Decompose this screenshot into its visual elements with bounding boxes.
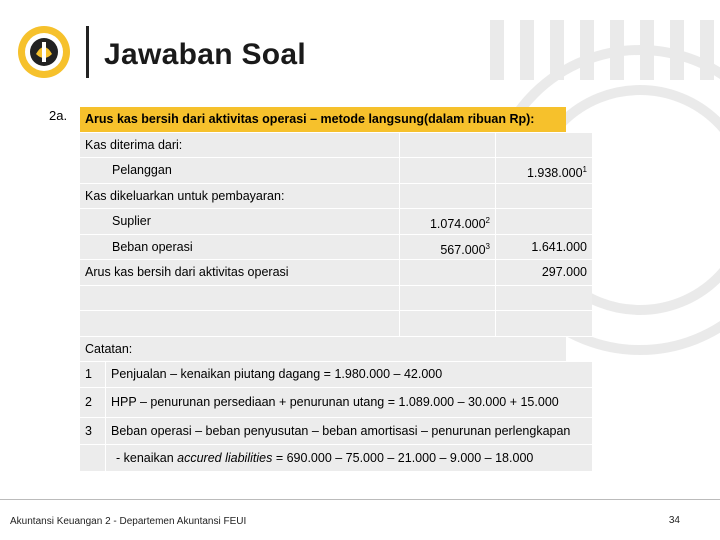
note-text: Penjualan – kenaikan piutang dagang = 1.980.000 – 42.000 bbox=[106, 362, 592, 387]
received-label: Kas diterima dari: bbox=[80, 133, 400, 158]
note-text: Beban operasi – beban penyusutan – beban amortisasi – penurunan perlengkapan bbox=[106, 418, 592, 444]
note-row bbox=[80, 418, 592, 445]
table-row bbox=[80, 311, 592, 337]
table-row bbox=[80, 286, 592, 312]
note-number: 2 bbox=[80, 388, 106, 417]
title-divider bbox=[86, 26, 89, 78]
opex-value-cell bbox=[400, 235, 496, 260]
notes-heading: Catatan: bbox=[80, 337, 566, 362]
note-number: 1 bbox=[80, 362, 106, 387]
university-logo bbox=[16, 24, 72, 80]
table-row bbox=[80, 235, 592, 261]
paid-label: Kas dikeluarkan untuk pembayaran: bbox=[80, 184, 400, 209]
suppliers-value-cell bbox=[400, 209, 496, 234]
note-row bbox=[80, 362, 592, 388]
table-row bbox=[80, 209, 592, 235]
opex-note: 3 bbox=[485, 241, 490, 251]
cash-flow-table bbox=[80, 107, 592, 472]
table-row bbox=[80, 133, 592, 159]
note-continuation-italic: accured liabilities bbox=[177, 450, 273, 465]
table-header-row bbox=[80, 107, 592, 133]
total-paid-value: 1.641.000 bbox=[496, 235, 592, 260]
footer-text: Akuntansi Keuangan 2 - Departemen Akuntansi FEUI bbox=[10, 516, 247, 527]
customers-value: 1.938.000 bbox=[526, 166, 583, 181]
net-label: Arus kas bersih dari aktivitas operasi bbox=[80, 260, 400, 285]
opex-label: Beban operasi bbox=[80, 235, 400, 260]
note-continuation-suffix: = 690.000 – 75.000 – 21.000 – 9.000 – 18.000 bbox=[272, 450, 534, 465]
note-continuation bbox=[106, 445, 592, 471]
suppliers-note: 2 bbox=[485, 216, 490, 225]
table-row bbox=[80, 158, 592, 184]
note-continuation-prefix: - kenaikan bbox=[116, 450, 178, 465]
customers-note: 1 bbox=[582, 165, 587, 174]
suppliers-label: Suplier bbox=[80, 209, 400, 234]
footer-divider bbox=[0, 499, 720, 500]
table-row bbox=[80, 184, 592, 210]
customers-value-cell bbox=[496, 158, 592, 183]
table-heading: Arus kas bersih dari aktivitas operasi – metode langsung(dalam ribuan Rp): bbox=[80, 107, 566, 132]
opex-value: 567.000 bbox=[440, 242, 486, 257]
page-title: Jawaban Soal bbox=[104, 38, 307, 71]
question-number: 2a. bbox=[49, 108, 68, 123]
note-number: 3 bbox=[80, 418, 106, 444]
customers-label: Pelanggan bbox=[80, 158, 400, 183]
note-continuation-row bbox=[80, 445, 592, 472]
suppliers-value: 1.074.000 bbox=[429, 217, 486, 232]
table-row bbox=[80, 260, 592, 286]
note-text: HPP – penurunan persediaan + penurunan utang = 1.089.000 – 30.000 + 15.000 bbox=[106, 388, 592, 417]
net-value: 297.000 bbox=[496, 260, 592, 285]
notes-heading-row bbox=[80, 337, 592, 363]
note-row bbox=[80, 388, 592, 418]
page-number: 34 bbox=[668, 515, 680, 526]
